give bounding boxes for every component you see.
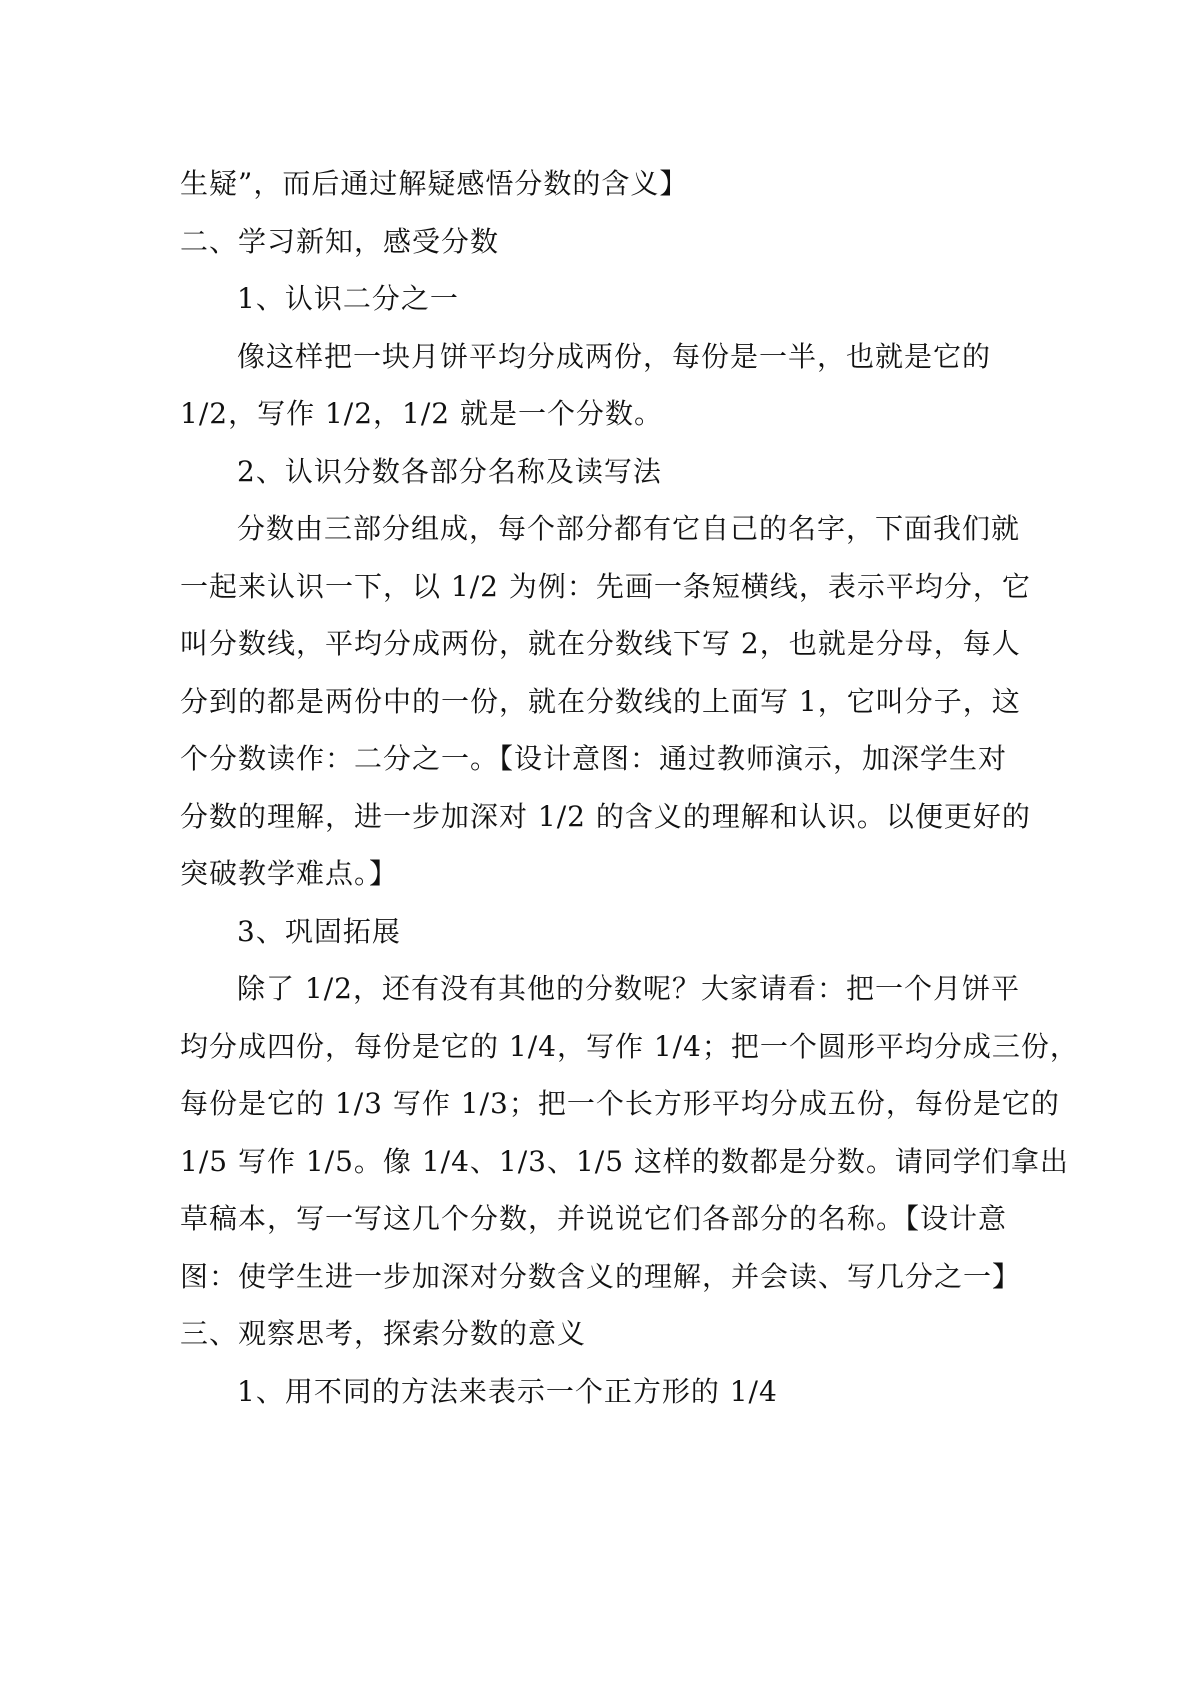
paragraph-line: 生疑”，而后通过解疑感悟分数的含义】 — [180, 167, 689, 200]
paragraph-line: 均分成四份，每份是它的 1/4，写作 1/4；把一个圆形平均分成三份， — [180, 1030, 1079, 1063]
section-heading: 三、观察思考，探索分数的意义 — [180, 1317, 587, 1350]
paragraph-line: 除了 1/2，还有没有其他的分数呢？大家请看：把一个月饼平 — [237, 972, 1020, 1005]
paragraph-line: 草稿本，写一写这几个分数，并说说它们各部分的名称。【设计意 — [180, 1202, 1008, 1235]
paragraph-line: 1/2，写作 1/2，1/2 就是一个分数。 — [180, 397, 663, 430]
paragraph-line: 一起来认识一下，以 1/2 为例：先画一条短横线，表示平均分，它 — [180, 570, 1031, 603]
paragraph-line: 像这样把一块月饼平均分成两份，每份是一半，也就是它的 — [237, 340, 992, 373]
paragraph-line: 图：使学生进一步加深对分数含义的理解，并会读、写几分之一】 — [180, 1260, 1022, 1293]
paragraph-line: 1/5 写作 1/5。像 1/4、1/3、1/5 这样的数都是分数。请同学们拿出 — [180, 1145, 1069, 1178]
subsection-heading: 1、认识二分之一 — [237, 282, 459, 315]
paragraph-line: 每份是它的 1/3 写作 1/3；把一个长方形平均分成五份，每份是它的 — [180, 1087, 1060, 1120]
subsection-heading: 2、认识分数各部分名称及读写法 — [237, 455, 662, 488]
subsection-heading: 3、巩固拓展 — [237, 915, 401, 948]
section-heading: 二、学习新知，感受分数 — [180, 225, 500, 258]
paragraph-line: 分数的理解，进一步加深对 1/2 的含义的理解和认识。以便更好的 — [180, 800, 1031, 833]
subsection-heading: 1、用不同的方法来表示一个正方形的 1/4 — [237, 1375, 778, 1408]
paragraph-line: 个分数读作：二分之一。【设计意图：通过教师演示，加深学生对 — [180, 742, 1008, 775]
paragraph-line: 叫分数线，平均分成两份，就在分数线下写 2，也就是分母，每人 — [180, 627, 1021, 660]
paragraph-line: 分数由三部分组成，每个部分都有它自己的名字，下面我们就 — [237, 512, 1021, 545]
paragraph-line: 突破教学难点。】 — [180, 857, 399, 890]
paragraph-line: 分到的都是两份中的一份，就在分数线的上面写 1，它叫分子，这 — [180, 685, 1021, 718]
